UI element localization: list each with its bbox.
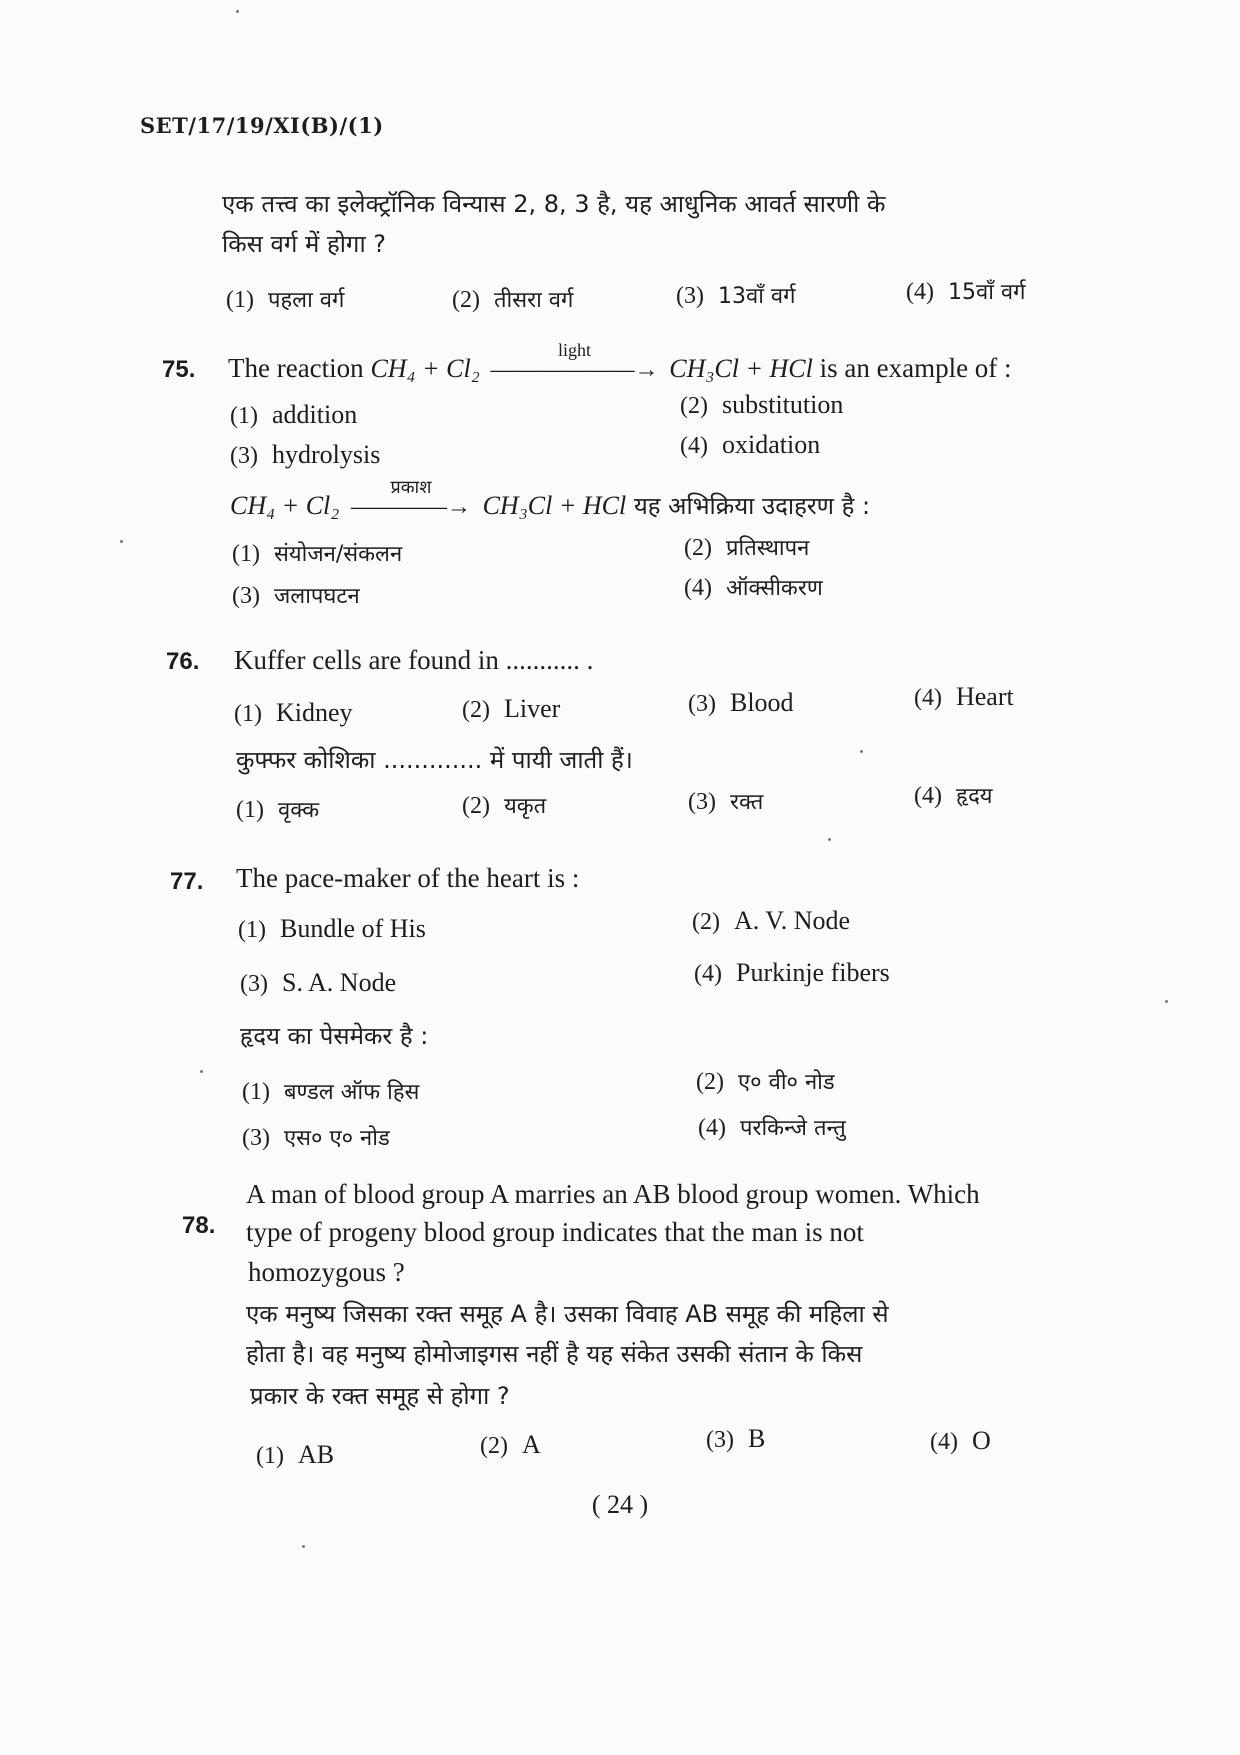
question-number: 75. (162, 356, 196, 383)
reactants: CH₄ + Cl₂ (370, 354, 480, 383)
scan-speck (120, 540, 123, 543)
products: CH₃Cl + HCl (669, 354, 813, 383)
option-4-hindi: (4) परकिन्जे तन्तु (698, 1115, 846, 1141)
scan-speck (1165, 1000, 1168, 1003)
question-stem-hindi: एक मनुष्य जिसका रक्त समूह A है। उसका विवाह AB समूह की महिला से (246, 1300, 889, 1328)
option-1: (1) Bundle of His (238, 914, 426, 943)
option-2: (2) तीसरा वर्ग (452, 287, 574, 313)
scan-speck (302, 1545, 305, 1548)
option-1: (1) पहला वर्ग (226, 287, 345, 313)
option-4-hindi: (4) ऑक्सीकरण (684, 575, 823, 601)
question-stem-english: A man of blood group A marries an AB blood group women. Which (246, 1179, 980, 1209)
option-2: (2) A (480, 1430, 541, 1459)
option-3: (3) B (706, 1424, 766, 1453)
scan-speck (236, 10, 239, 13)
option-2-hindi: (2) यकृत (462, 793, 547, 819)
option-1-hindi: (1) वृक्क (236, 797, 320, 823)
option-4-hindi: (4) हृदय (914, 783, 993, 809)
option-1: (1) addition (230, 400, 358, 429)
option-4: (4) 15वाँ वर्ग (906, 279, 1026, 305)
scan-speck (860, 750, 863, 753)
option-2-hindi: (2) ए० वी० नोड (696, 1069, 835, 1095)
option-2-hindi: (2) प्रतिस्थापन (684, 535, 810, 561)
paper-code: SET/17/19/XI(B)/(1) (140, 113, 384, 138)
option-1-hindi: (1) बण्डल ऑफ हिस (242, 1079, 420, 1105)
scan-speck (828, 838, 831, 841)
question-stem-english-line2: type of progeny blood group indicates that the man is not (246, 1217, 864, 1247)
question-stem-hindi-line3: प्रकार के रक्त समूह से होगा ? (250, 1382, 510, 1410)
option-3: (3) Blood (688, 688, 794, 717)
page-number: ( 24 ) (591, 1490, 649, 1519)
option-4: (4) oxidation (680, 430, 821, 459)
option-3-hindi: (3) रक्त (688, 789, 764, 815)
question-stem-hindi-line2: किस वर्ग में होगा ? (222, 230, 387, 258)
question-stem-english: Kuffer cells are found in ........... . (234, 645, 594, 675)
question-number: 76. (166, 648, 200, 675)
option-3-hindi: (3) एस० ए० नोड (242, 1125, 390, 1151)
option-2: (2) Liver (462, 694, 561, 723)
question-stem-hindi-line2: होता है। वह मनुष्य होमोजाइगस नहीं है यह संकेत उसकी संतान के किस (246, 1340, 863, 1368)
option-4: (4) O (930, 1426, 991, 1455)
option-2: (2) A. V. Node (692, 906, 851, 935)
scan-speck (200, 1070, 203, 1073)
option-2: (2) substitution (680, 390, 844, 419)
option-3-hindi: (3) जलापघटन (232, 583, 360, 609)
option-3: (3) hydrolysis (230, 440, 381, 469)
question-stem-hindi: CH₄ + Cl₂ प्रकाश ————→ CH₃Cl + HCl यह अभिक्रिया उदाहरण है : (230, 477, 871, 520)
question-number: 78. (182, 1212, 216, 1239)
question-number: 77. (170, 868, 204, 895)
question-stem-english: The reaction CH₄ + Cl₂ light ——————→ CH₃Cl + HCl is an example of : (228, 350, 1012, 388)
question-stem-english-line3: homozygous ? (248, 1257, 405, 1287)
option-1: (1) AB (256, 1440, 335, 1469)
option-3: (3) S. A. Node (240, 968, 397, 997)
question-stem-english: The pace-maker of the heart is : (236, 863, 580, 893)
option-4: (4) Purkinje fibers (694, 958, 890, 987)
option-1-hindi: (1) संयोजन/संकलन (232, 541, 403, 567)
option-3: (3) 13वाँ वर्ग (676, 283, 796, 309)
option-1: (1) Kidney (234, 698, 353, 727)
question-stem-hindi: एक तत्त्व का इलेक्ट्रॉनिक विन्यास 2, 8, 3 है, यह आधुनिक आवर्त सारणी के (222, 190, 886, 218)
question-stem-hindi: कुफ्फर कोशिका ............. में पायी जाती हैं। (236, 746, 633, 774)
option-4: (4) Heart (914, 682, 1014, 711)
reaction-arrow: light ——————→ (490, 340, 659, 383)
question-stem-hindi: हृदय का पेसमेकर है : (240, 1022, 429, 1050)
